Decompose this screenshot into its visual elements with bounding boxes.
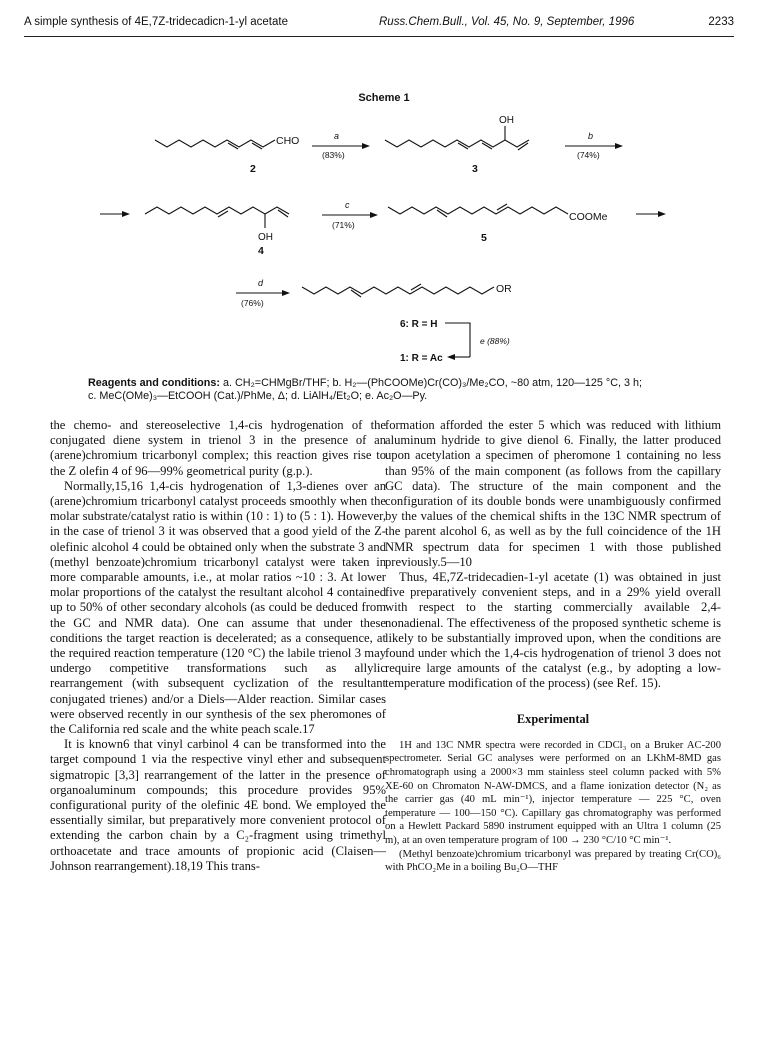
right-paragraph-1: formation afforded the ester 5 which was reduced with lithium aluminum hydride to give dienol 6. Finally, the latter produced upon acetylation a specimen of pheromone 1 containing no less than 95% of the main component (as follows from the capillary GC data). The structure of the main component and the configuration of its double bonds were unambiguously confirmed by the values of the chemical shifts in the 13C NMR spectrum of the parent alcohol 6, as well as by the full coincidence of the 1H NMR spectrum data for specimen 1 with those published previously.5—10 bbox=[385, 418, 721, 569]
conditions-line2: c. MeC(OMe)₃—EtCOOH (Cat.)/PhMe, Δ; d. LiAlH₄/Et₂O; e. Ac₂O—Py. bbox=[88, 390, 428, 402]
compound-5-structure bbox=[388, 204, 568, 217]
right-column bbox=[385, 418, 721, 875]
compound-4-label: 4 bbox=[258, 245, 264, 257]
step-b-label: b bbox=[588, 131, 594, 141]
running-header bbox=[24, 16, 734, 32]
experimental-paragraph-1: 1H and 13C NMR spectra were recorded in CDCl₃ on a Bruker AC-200 spectrometer. Serial GC analyses were performed on an LKhM-8MD gas chromatograph using a 2000×3 mm stainless steel column packed with 5% XE-60 on Chromaton N-AW-DMCS, and a flame ionization detector (N₂ as the carrier gas (40 mL min⁻¹), injector temperature — 225 °C, oven temperature — 100—150 °C). Capillary gas chromatography was performed on a Hewlett Packard 5890 instrument equipped with an Ultra 1 column (25 m), at an oven temperature program of 100 → 230 °C/10 °C min⁻¹. bbox=[385, 739, 721, 847]
compound-2-structure bbox=[155, 140, 275, 149]
scheme-title: Scheme 1 bbox=[358, 92, 410, 104]
conditions-line1: a. CH₂=CHMgBr/THF; b. H₂—(PhCOOMe)Cr(CO)₃/Me₂CO, ~80 atm, 120—125 °C, 3 h; bbox=[222, 377, 643, 389]
oh-label-4: OH bbox=[258, 232, 273, 243]
compound-3-label: 3 bbox=[472, 163, 478, 175]
left-paragraph-2: Normally,15,16 1,4-cis hydrogenation of 1,3-dienes over an (arene)chromium tricarbonyl catalyst proceeds smoothly when the molar substrate/catalyst ratio is within (10 : 1) to (5 : 1). However, in the case of trienol 3 it was observed that a good yield of the Z-olefinic alcohol 4 could be obtained only when the substrate 3 and (methyl benzoate)chromium tricarbonyl catalyst were taken in more comparable amounts, i.e., at molar ratios ~10 : 3. At lower molar proportions of the catalyst the resultant alcohol 4 contained up to 50% of other secondary alcohols (as could be deduced from the GC and NMR data). One can assume that under these conditions the target reaction is decelerated; as a consequence, at the required reaction temperature (120 °C) the labile trienol 3 may undergo competitive transformations such as allylic rearrangement (with subsequent cyclization of the resultant conjugated trienes) and/or a Diels—Alder reaction. Similar cases were observed recently in our synthesis of the sex pheromones of the California red scale and the white peach scale.17 bbox=[50, 478, 386, 737]
header-title: A simple synthesis of 4E,7Z-tridecadicn-1-yl acetate bbox=[24, 16, 288, 28]
experimental-heading: Experimental bbox=[516, 711, 590, 726]
experimental-paragraph-2: (Methyl benzoate)chromium tricarbonyl was prepared by treating Cr(CO)₆ with PhCO₂Me in a boiling Bu₂O—THF bbox=[385, 848, 721, 874]
compound-2-label: 2 bbox=[250, 163, 256, 175]
step-c-label: c bbox=[345, 200, 350, 210]
step-d-label: d bbox=[258, 278, 264, 288]
header-rule bbox=[24, 36, 734, 37]
left-paragraph-3: It is known6 that vinyl carbinol 4 can be transformed into the target compound 1 via the respective vinyl ether and subsequent sigmatropic [3,3] rearrangement of the latter in the presence of organoaluminum compounds; this procedure provides 95% configurational purity of the olefinic 4E bond. We employed the essentially similar, but preparatively more convenient protocol of extending the carbon chain by a C₂-fragment using trimethyl orthoacetate and trace amounts of propionic acid (Claisen—Johnson rearrangement).18,19 This trans- bbox=[50, 737, 386, 873]
cho-label: CHO bbox=[276, 135, 300, 147]
left-paragraph-1: the chemo- and stereoselective 1,4-cis hydrogenation of the conjugated diene system in trienol 3 in the presence of an (arene)chromium tricarbonyl complex; this reaction gives rise to the Z olefin 4 of 96—99% geometrical purity (g.p.). bbox=[50, 418, 386, 478]
or-label: OR bbox=[496, 283, 512, 295]
conditions-label: Reagents and conditions: bbox=[88, 377, 220, 389]
product-6-label: 6: R = H bbox=[400, 319, 438, 330]
product-1-label: 1: R = Ac bbox=[400, 353, 443, 364]
compound-3-structure bbox=[385, 126, 529, 150]
journal-citation: Russ.Chem.Bull., Vol. 45, No. 9, September, 1996 bbox=[379, 16, 635, 28]
yield-c-label: (71%) bbox=[332, 220, 355, 230]
left-column bbox=[50, 418, 386, 874]
reaction-scheme bbox=[0, 100, 768, 370]
oh-label-3: OH bbox=[499, 115, 514, 126]
reagents-conditions bbox=[88, 377, 728, 403]
yield-b-label: (74%) bbox=[577, 150, 600, 160]
right-paragraph-2: Thus, 4E,7Z-tridecadien-1-yl acetate (1) was obtained in just five preparatively convenient steps, and in a 29% yield overall with respect to the starting commercially available 2,4-nonadienal. The effectiveness of the proposed synthetic scheme is likely to be substantially improved upon, when the conditions are found under which the 1,4-cis hydrogenation of trienol 3 does not require large amounts of the catalyst (e.g., by adopting a low-temperature modification of the process) (see Ref. 15). bbox=[385, 570, 721, 691]
coome-label: COOMe bbox=[569, 211, 608, 223]
compound-5-label: 5 bbox=[481, 232, 487, 244]
yield-a-label: (83%) bbox=[322, 150, 345, 160]
step-a-label: a bbox=[334, 131, 340, 141]
compound-6-structure bbox=[302, 284, 494, 297]
page-number: 2233 bbox=[708, 16, 734, 28]
yield-d-label: (76%) bbox=[241, 298, 264, 308]
arrow-e-bracket bbox=[445, 323, 470, 357]
step-e-label: e (88%) bbox=[480, 336, 510, 346]
compound-4-structure bbox=[145, 207, 289, 228]
